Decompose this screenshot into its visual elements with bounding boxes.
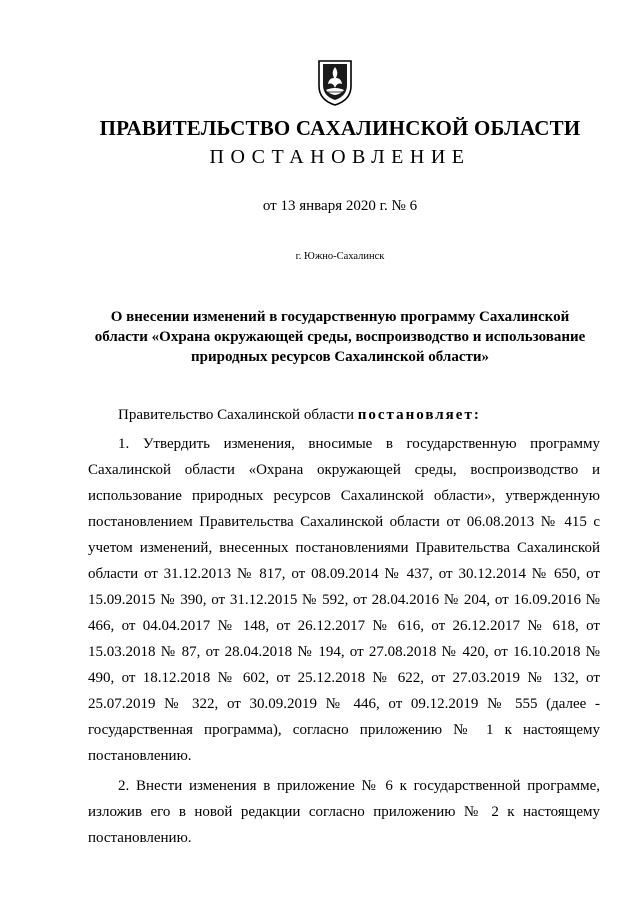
paragraph-1-text: 1. Утвердить изменения, вносимые в государственную программу Сахалинской области «Охрана окружающей среды, воспроизводство и использование природных ресурсов Сахалинской области», утвержденную постановлением Правительства Сахалинской области от 06.08.2013 № 415 с учетом изменений, внесенных постановлениями Правительства Сахалинской области от 31.12.2013 № 817, от 08.09.2014 № 437, от 30.12.2014 № 650, от 15.09.2015 № 390, от 31.12.2015 № 592, от 28.04.2016 № 204, от 16.09.2016 № 466, от 04.04.2017 № 148, от 26.12.2017 № 616, от 26.12.2017 № 618, от 15.03.2018 № 87, от 28.04.2018 № 194, от 27.08.2018 № 420, от 16.10.2018 № 490, от 18.12.2018 № 602, от 25.12.2018 № 622, от 27.03.2019 № 132, от 25.07.2019 № 322, от 30.09.2019 № 446, от 09.12.2019 № 555 (далее - государственная программа), согласно приложению № 1 к настоящему постановлению. [88, 436, 600, 764]
decree-subject: О внесении изменений в государственную программу Сахалинской области «Охрана окружающей среды, воспроизводство и использование природных ресурсов Сахалинской области» [94, 309, 586, 365]
sakhalin-coat-of-arms-icon [317, 58, 353, 106]
paragraph-1 [88, 431, 600, 769]
intro-paragraph [88, 402, 600, 428]
paragraph-2-text: 2. Внести изменения в приложение № 6 к государственной программе, изложив его в новой редакции согласно приложению № 2 к настоящему постановлению. [88, 778, 600, 846]
issue-city: г. Южно-Сахалинск [295, 251, 385, 262]
paragraph-2 [88, 773, 600, 851]
intro-resolves: постановляет: [357, 407, 481, 423]
decree-body [88, 402, 600, 851]
intro-prefix: Правительство Сахалинской области [118, 407, 358, 423]
government-title: ПРАВИТЕЛЬСТВО САХАЛИНСКОЙ ОБЛАСТИ [99, 116, 581, 140]
decree-date-number: от 13 января 2020 г. № 6 [262, 198, 418, 214]
document-type: ПОСТАНОВЛЕНИЕ [209, 146, 471, 168]
